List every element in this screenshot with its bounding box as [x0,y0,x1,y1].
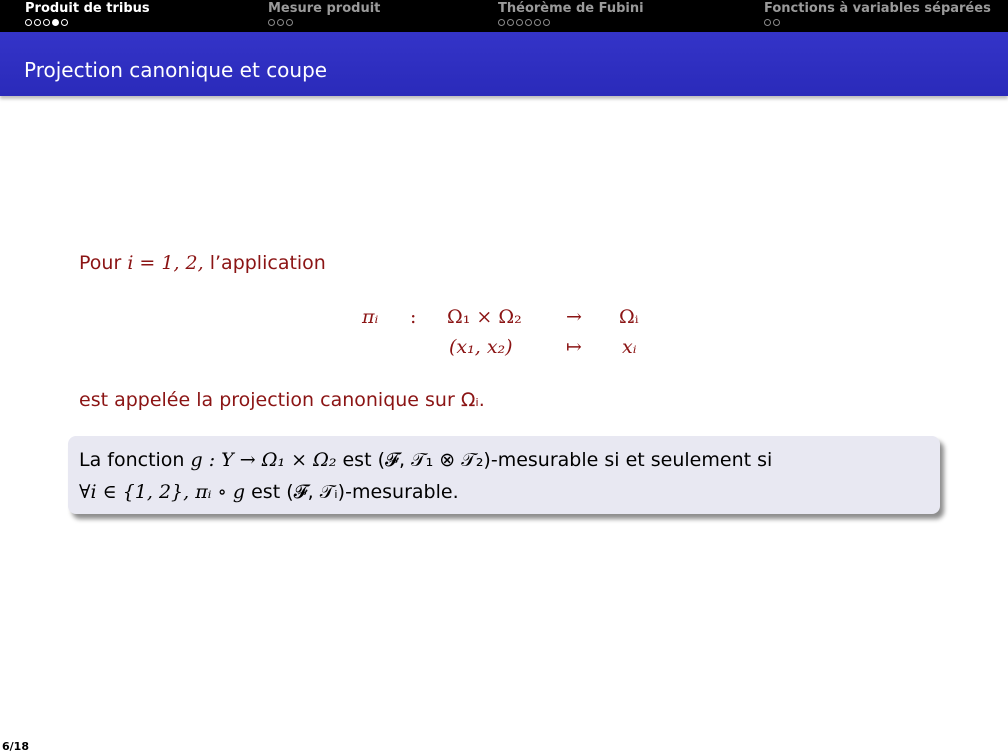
block-text: -mesurable. [345,481,459,503]
nav-dot[interactable] [543,19,550,26]
nav-dot[interactable] [773,19,780,26]
intro-suffix: l’application [203,252,326,274]
nav-dot[interactable] [764,19,771,26]
nav-dot[interactable] [525,19,532,26]
mapping-colon: : [410,306,417,328]
nav-dot[interactable] [43,19,50,26]
page-number: 6/18 [2,740,29,753]
intro-math: i = 1, 2, [127,252,204,274]
conclusion-suffix: . [478,389,485,411]
block-math: (𝓕, 𝒯₁ ⊗ 𝒯₂) [377,449,491,471]
nav-dot[interactable] [516,19,523,26]
nav-section-title: Théorème de Fubini [498,1,644,16]
intro-prefix: Pour [79,252,128,274]
nav-section-title: Fonctions à variables séparées [764,1,991,16]
mapping-codomain: Ωᵢ [619,306,639,328]
nav-dot[interactable] [286,19,293,26]
block-math: g : Y → Ω₁ × Ω₂ [190,449,337,471]
nav-section-theoreme-de-fubini[interactable] [498,1,644,29]
block-text: est [336,449,378,471]
mapping-mapsto: ↦ [566,336,582,358]
block-math: (𝓕, 𝒯ᵢ) [286,481,346,503]
nav-dot[interactable] [25,19,32,26]
nav-dots [268,17,380,29]
conclusion-sentence [79,389,485,411]
section-navigation [0,0,1008,32]
intro-sentence [79,252,326,274]
nav-dot[interactable] [61,19,68,26]
nav-dot[interactable] [507,19,514,26]
block-math: ∀i ∈ {1, 2}, πᵢ ∘ g [79,481,246,503]
nav-dot[interactable] [498,19,505,26]
block-text: La fonction [79,449,191,471]
nav-section-mesure-produit[interactable] [268,1,380,29]
block-line-2 [79,481,459,503]
mapping-arrow: → [566,306,582,328]
nav-section-title: Mesure produit [268,1,381,16]
nav-dots [498,17,644,29]
nav-section-produit-de-tribus[interactable] [25,1,150,29]
mapping-element: (x₁, x₂) [449,336,513,358]
frame-title: Projection canonique et coupe [24,58,328,82]
nav-dots [764,17,991,29]
conclusion-prefix: est appelée la projection canonique sur [79,389,461,411]
nav-dot-current[interactable] [52,19,59,26]
block-text: -mesurable si et seulement si [490,449,773,471]
nav-dot[interactable] [34,19,41,26]
nav-dot[interactable] [277,19,284,26]
conclusion-math: Ωᵢ [460,389,479,411]
frame-title-bar [0,32,1008,96]
nav-dot[interactable] [268,19,275,26]
block-text: est [245,481,287,503]
mapping-domain: Ω₁ × Ω₂ [447,306,522,328]
block-line-1 [79,449,772,471]
nav-section-title: Produit de tribus [25,1,150,16]
mapping-name: πᵢ [362,306,379,328]
mapping-image: xᵢ [622,336,637,358]
nav-dots [25,17,150,29]
nav-dot[interactable] [534,19,541,26]
nav-section-fonctions-variables-separees[interactable] [764,1,991,29]
proposition-block [68,436,940,514]
